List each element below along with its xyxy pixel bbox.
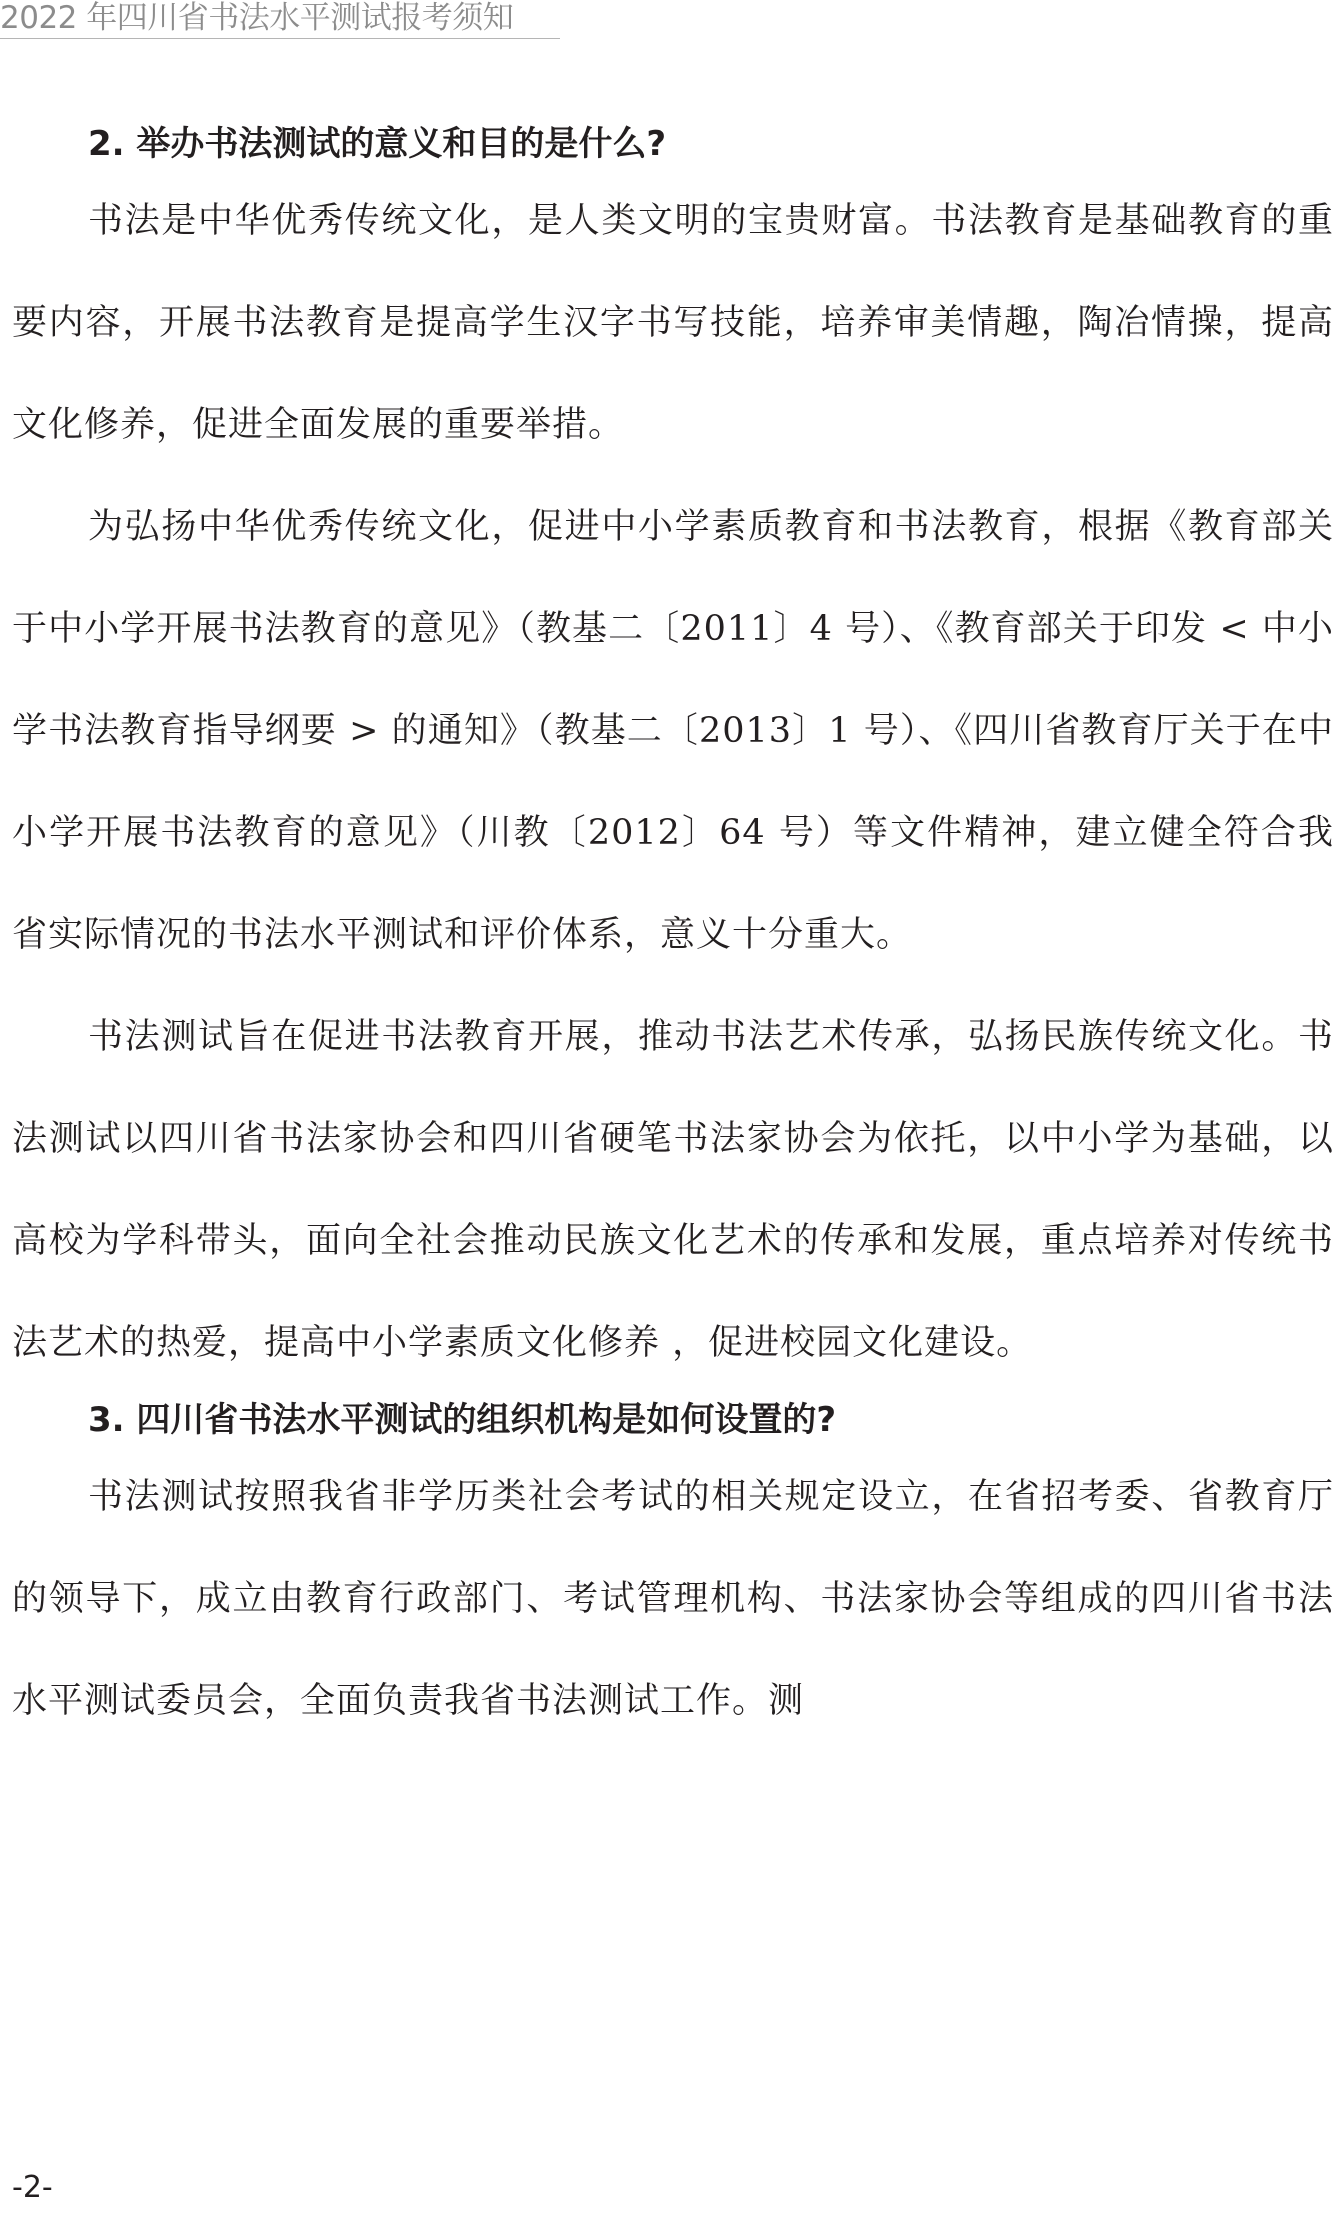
section-heading-organization: 3. 四川省书法水平测试的组织机构是如何设置的? xyxy=(88,1400,837,1440)
running-header-title: 2022 年四川省书法水平测试报考须知 xyxy=(0,0,514,36)
paragraph-test-goals: 书法测试旨在促进书法教育开展，推动书法艺术传承，弘扬民族传统文化。书法测试以四川省书法家协会和四川省硬笔书法家协会为依托，以中小学为基础，以高校为学科带头，面向全社会推动民族文化艺术的传承和发展，重点培养对传统书法艺术的热爱，提高中小学素质文化修养 ，促进校园文化建设。 xyxy=(12,1017,1334,1363)
document-body xyxy=(12,118,1334,1752)
header-divider xyxy=(0,38,560,39)
page-number: -2- xyxy=(12,2170,53,2205)
section-heading-purpose: 2. 举办书法测试的意义和目的是什么? xyxy=(88,124,667,164)
paragraph-organization: 书法测试按照我省非学历类社会考试的相关规定设立，在省招考委、省教育厅的领导下，成立由教育行政部门、考试管理机构、书法家协会等组成的四川省书法水平测试委员会，全面负责我省书法测试工作。测 xyxy=(12,1477,1334,1721)
paragraph-policy-basis: 为弘扬中华优秀传统文化，促进中小学素质教育和书法教育，根据《教育部关于中小学开展书法教育的意见》（教基二〔2011〕4 号）、《教育部关于印发 < 中小学书法教育指导纲要 > 的通知》（教基二〔2013〕1 号）、《四川省教育厅关于在中小学开展书法教育的意见》（川教〔2012〕64 号）等文件精神，建立健全符合我省实际情况的书法水平测试和评价体系，意义十分重大。 xyxy=(12,507,1334,955)
paragraph-calligraphy-heritage: 书法是中华优秀传统文化，是人类文明的宝贵财富。书法教育是基础教育的重要内容，开展书法教育是提高学生汉字书写技能，培养审美情趣，陶冶情操，提高文化修养，促进全面发展的重要举措。 xyxy=(12,201,1334,445)
